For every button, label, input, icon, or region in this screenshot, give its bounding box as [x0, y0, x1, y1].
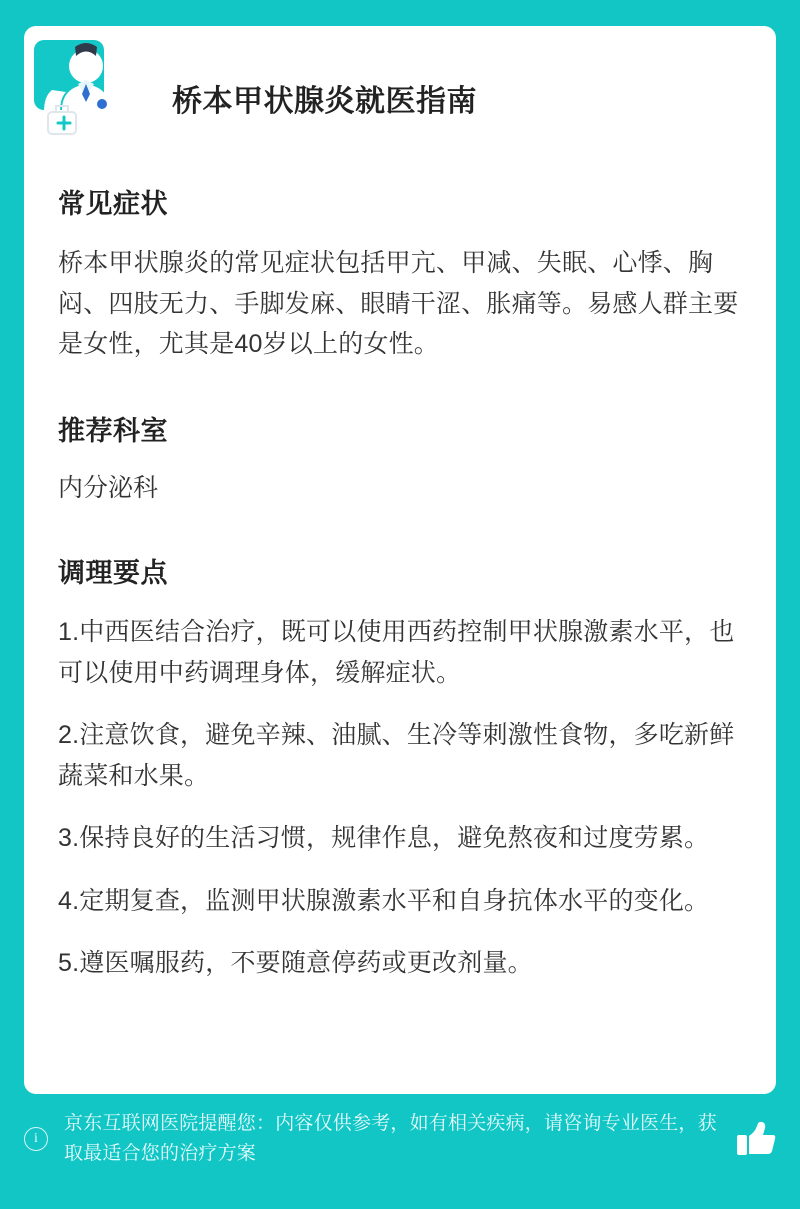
thumbs-up-icon[interactable]	[734, 1118, 776, 1160]
footer-text: 京东互联网医院提醒您：内容仅供参考，如有相关疾病，请咨询专业医生，获取最适合您的治疗方案	[64, 1112, 717, 1164]
care-point-3: 3.保持良好的生活习惯，规律作息，避免熬夜和过度劳累。	[58, 824, 710, 852]
info-circle-icon	[24, 1127, 48, 1151]
care-point-5: 5.遵医嘱服药，不要随意停药或更改剂量。	[58, 949, 533, 977]
care-point-2: 2.注意饮食，避免辛辣、油腻、生冷等刺激性食物，多吃新鲜蔬菜和水果。	[58, 721, 735, 790]
footer-disclaimer	[24, 1093, 776, 1185]
section-heading-department: 推荐科室	[58, 415, 168, 446]
section-heading-care-points: 调理要点	[58, 558, 168, 588]
doctor-avatar-icon	[32, 38, 128, 142]
care-point-1: 1.中西医结合治疗，既可以使用西药控制甲状腺激素水平，也可以使用中药调理身体，缓解症状。	[58, 618, 735, 687]
section-text-department: 内分泌科	[58, 473, 159, 502]
section-text-symptoms: 桥本甲状腺炎的常见症状包括甲亢、甲减、失眠、心悸、胸闷、四肢无力、手脚发麻、眼睛干涩、胀痛等。易感人群主要是女性，尤其是40岁以上的女性。	[58, 249, 739, 358]
page-title: 桥本甲状腺炎就医指南	[172, 85, 477, 118]
guide-card	[24, 26, 776, 1094]
care-point-4: 4.定期复查，监测甲状腺激素水平和自身抗体水平的变化。	[58, 886, 710, 915]
section-heading-symptoms: 常见症状	[58, 189, 168, 219]
